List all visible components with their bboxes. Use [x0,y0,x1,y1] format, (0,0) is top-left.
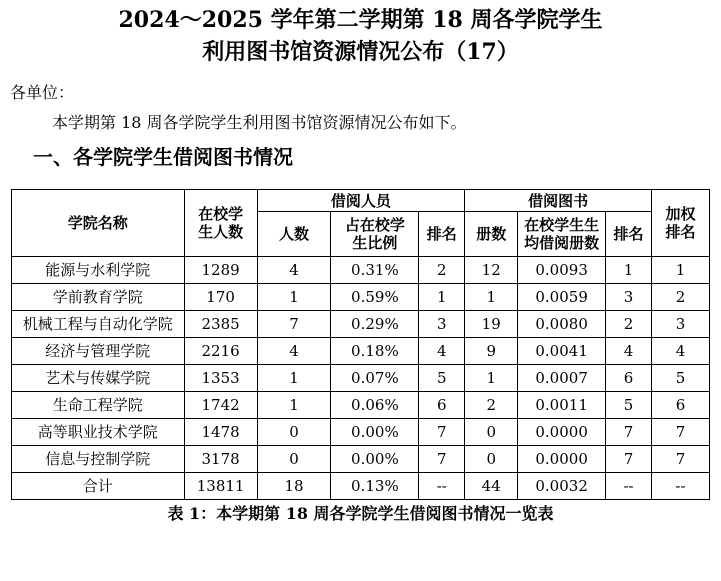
section-heading: 一、各学院学生借阅图书情况 [33,145,293,169]
cell-weighted-rank: 7 [652,419,710,446]
cell-college-name: 信息与控制学院 [12,446,185,473]
cell-total-label: 合计 [12,473,185,500]
cell-per-capita: 0.0093 [518,257,606,284]
borrowing-table [11,189,710,500]
cell-people: 7 [257,311,331,338]
cell-people: 1 [257,392,331,419]
cell-enrolled: 2216 [184,338,257,365]
cell-weighted-rank: 3 [652,311,710,338]
cell-borrower-rank: 4 [419,338,465,365]
header-borrower-rank: 排名 [419,212,465,257]
cell-total-per-capita: 0.0032 [518,473,606,500]
cell-borrower-rank: 7 [419,446,465,473]
cell-per-capita: 0.0000 [518,419,606,446]
intro-paragraph: 本学期第 18 周各学院学生利用图书馆资源情况公布如下。 [52,113,467,132]
cell-ratio: 0.06% [331,392,419,419]
cell-books: 1 [465,284,518,311]
cell-weighted-rank: 1 [652,257,710,284]
table-caption: 表 1：本学期第 18 周各学院学生借阅图书情况一览表 [167,504,554,523]
header-borrower-count: 人数 [257,212,331,257]
cell-people: 0 [257,419,331,446]
header-weighted-rank: 加权排名 [652,190,710,257]
cell-book-rank: 3 [606,284,652,311]
cell-per-capita: 0.0041 [518,338,606,365]
header-college-name: 学院名称 [12,190,185,257]
cell-per-capita: 0.0007 [518,365,606,392]
cell-weighted-rank: 5 [652,365,710,392]
cell-college-name: 机械工程与自动化学院 [12,311,185,338]
cell-books: 1 [465,365,518,392]
cell-borrower-rank: 2 [419,257,465,284]
table-row [12,311,710,338]
cell-books: 0 [465,419,518,446]
cell-college-name: 高等职业技术学院 [12,419,185,446]
cell-college-name: 经济与管理学院 [12,338,185,365]
cell-borrower-rank: 1 [419,284,465,311]
cell-total-books: 44 [465,473,518,500]
cell-books: 19 [465,311,518,338]
cell-ratio: 0.29% [331,311,419,338]
cell-total-ratio: 0.13% [331,473,419,500]
cell-enrolled: 170 [184,284,257,311]
cell-enrolled: 1742 [184,392,257,419]
cell-per-capita: 0.0080 [518,311,606,338]
header-books-group: 借阅图书 [465,190,652,212]
cell-book-rank: 5 [606,392,652,419]
cell-enrolled: 3178 [184,446,257,473]
cell-weighted-rank: 2 [652,284,710,311]
cell-borrower-rank: 3 [419,311,465,338]
header-book-rank: 排名 [606,212,652,257]
cell-people: 1 [257,284,331,311]
cell-book-rank: 6 [606,365,652,392]
cell-borrower-rank: 6 [419,392,465,419]
cell-total-people: 18 [257,473,331,500]
cell-book-rank: 2 [606,311,652,338]
cell-books: 2 [465,392,518,419]
cell-weighted-rank: 7 [652,446,710,473]
cell-book-rank: 4 [606,338,652,365]
cell-enrolled: 1478 [184,419,257,446]
cell-total-borrower-rank: -- [419,473,465,500]
table-row [12,365,710,392]
header-enrolled: 在校学生人数 [184,190,257,257]
cell-book-rank: 7 [606,419,652,446]
table-row [12,446,710,473]
cell-borrower-rank: 7 [419,419,465,446]
table-row [12,419,710,446]
cell-total-book-rank: -- [606,473,652,500]
cell-people: 4 [257,338,331,365]
cell-books: 12 [465,257,518,284]
cell-books: 9 [465,338,518,365]
cell-ratio: 0.59% [331,284,419,311]
cell-borrower-rank: 5 [419,365,465,392]
cell-people: 1 [257,365,331,392]
table-row [12,338,710,365]
table-row [12,392,710,419]
cell-ratio: 0.00% [331,419,419,446]
cell-total-enrolled: 13811 [184,473,257,500]
cell-total-weighted-rank: -- [652,473,710,500]
cell-college-name: 能源与水利学院 [12,257,185,284]
cell-enrolled: 2385 [184,311,257,338]
cell-per-capita: 0.0000 [518,446,606,473]
cell-college-name: 艺术与传媒学院 [12,365,185,392]
cell-college-name: 学前教育学院 [12,284,185,311]
cell-book-rank: 7 [606,446,652,473]
addressee: 各单位： [10,83,75,102]
table-row [12,257,710,284]
document-title-line1: 2024～2025 学年第二学期第 18 周各学院学生 [118,7,603,33]
table-total-row [12,473,710,500]
cell-weighted-rank: 4 [652,338,710,365]
cell-ratio: 0.07% [331,365,419,392]
header-borrower-ratio: 占在校学生比例 [331,212,419,257]
cell-ratio: 0.00% [331,446,419,473]
cell-ratio: 0.18% [331,338,419,365]
cell-people: 4 [257,257,331,284]
cell-people: 0 [257,446,331,473]
header-per-capita: 在校学生生均借阅册数 [518,212,606,257]
header-book-count: 册数 [465,212,518,257]
table-row [12,284,710,311]
cell-college-name: 生命工程学院 [12,392,185,419]
cell-per-capita: 0.0059 [518,284,606,311]
cell-weighted-rank: 6 [652,392,710,419]
cell-books: 0 [465,446,518,473]
header-borrowers-group: 借阅人员 [257,190,465,212]
cell-book-rank: 1 [606,257,652,284]
cell-enrolled: 1353 [184,365,257,392]
cell-ratio: 0.31% [331,257,419,284]
cell-enrolled: 1289 [184,257,257,284]
document-title-line2: 利用图书馆资源情况公布（17） [202,39,519,65]
cell-per-capita: 0.0011 [518,392,606,419]
